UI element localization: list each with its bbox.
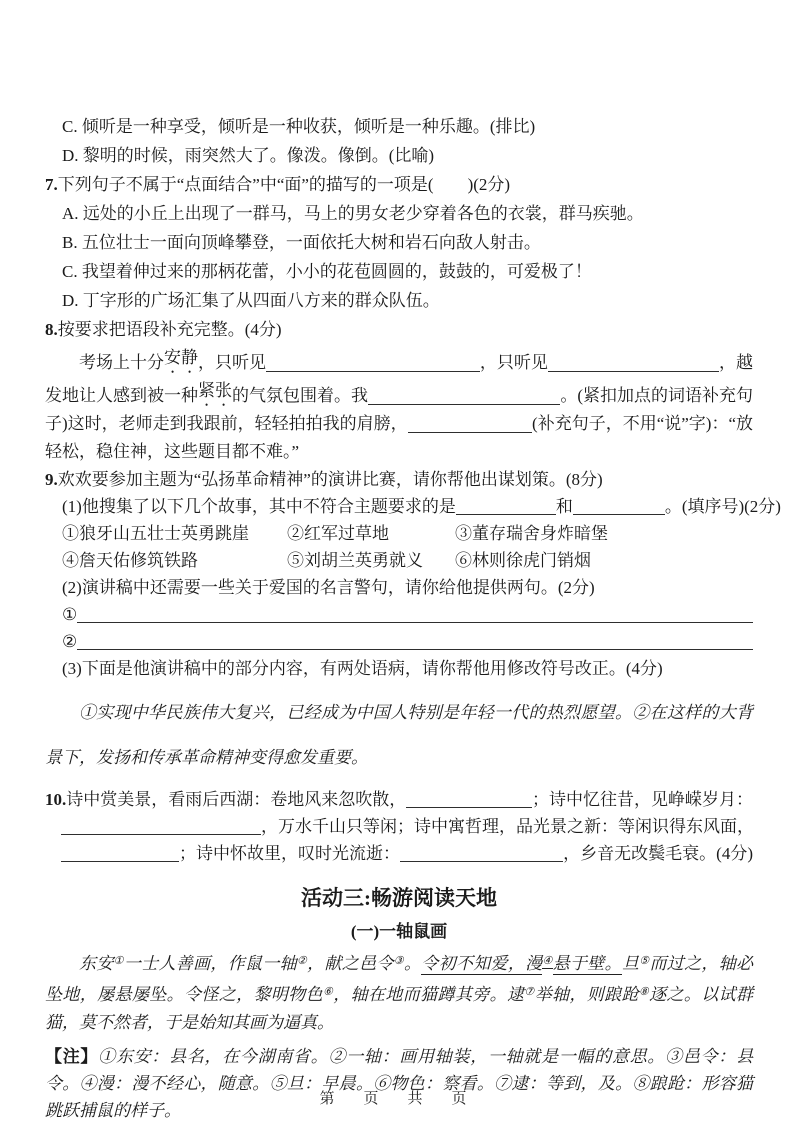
question-10-line-1 (45, 786, 753, 813)
option-item: ③董存瑞舍身炸暗堡 (455, 524, 608, 543)
text-segment: 而过之，轴必坠地，屡悬屡坠。令怪之，黎明物色 (45, 954, 754, 1004)
question-7-option-c (45, 257, 753, 286)
text-segment: ② (62, 632, 78, 651)
text-segment: (补充句子，不用“说”字)：“放 (532, 414, 753, 433)
text-segment: ，越 (719, 353, 753, 372)
note-ref-superscript: ③ (393, 955, 404, 967)
classical-passage (45, 947, 753, 1037)
option-item: ②红军过草地 (287, 524, 389, 543)
text-segment: 。(紧扣加点的词语补充句 (560, 386, 753, 405)
note-ref-superscript: ① (113, 955, 124, 967)
fill-blank (77, 621, 753, 623)
text-segment: 下列句子不属于“点面结合”中“面”的描写的一项是( )(2分) (57, 175, 511, 194)
page-footer: 第 页 共 页 (319, 1091, 474, 1107)
text-segment: 按要求把语段补充完整。(4分) (57, 320, 282, 339)
text-segment: ，轴在地而猫蹲其旁。逮 (333, 985, 525, 1004)
fill-blank (406, 806, 532, 808)
fill-blank (77, 648, 753, 650)
text-segment: ，只听见 (198, 353, 266, 372)
note-ref-superscript: ④ (542, 955, 553, 967)
q8-text-line-1 (45, 344, 753, 377)
q9-speech-excerpt (45, 690, 753, 780)
bold-text: 9. (45, 470, 58, 489)
note-ref-superscript: ⑦ (524, 986, 535, 998)
note-ref-superscript: ⑥ (323, 986, 334, 998)
option-item: ⑤刘胡兰英勇就义 (287, 551, 423, 570)
text-segment: 发地让人感到被一种 (45, 386, 198, 405)
option-item: ①狼牙山五壮士英勇跳崖 (62, 524, 249, 543)
question-7-stem (45, 170, 753, 199)
text-segment: 考场上十分 (79, 353, 164, 372)
bold-text: 7. (45, 175, 58, 194)
question-7-option-b (45, 228, 753, 257)
reading-1-title: (一)一轴鼠画 (350, 922, 448, 941)
fill-blank (573, 513, 665, 515)
text-segment: 。(填序号)(2分) (664, 497, 781, 516)
text-segment: B. 五位壮士一面向顶峰攀登，一面依托大树和岩石向敌人射击。 (62, 233, 541, 252)
q8-text-line-3 (45, 410, 753, 438)
text-segment: 一士人善画，作鼠一轴 (123, 954, 297, 973)
note-ref-superscript: ② (296, 955, 308, 967)
text-segment: (3)下面是他演讲稿中的部分内容，有两处语病，请你帮他用修改符号改正。(4分) (62, 659, 663, 678)
option-c-listening (45, 112, 753, 141)
fill-blank (368, 403, 560, 405)
text-segment: ；诗中忆往昔，见峥嵘岁月： (532, 790, 753, 809)
fill-blank (548, 370, 719, 372)
text-segment: (2)演讲稿中还需要一些关于爱国的名言警句，请你给他提供两句。(2分) (62, 578, 595, 597)
text-segment: 和 (555, 497, 573, 516)
option-item: ④詹天佑修筑铁路 (62, 551, 198, 570)
note-ref-superscript: ⑧ (638, 986, 650, 998)
fill-blank (408, 431, 532, 433)
underlined-clause: 悬于壁。 (552, 954, 622, 973)
bold-text: 10. (45, 790, 67, 809)
text-segment: 的气氛包围着。我 (232, 386, 368, 405)
fill-blank (61, 833, 261, 835)
text-segment: ①东安：县名，在今湖南省。②一轴：画用轴装，一轴就是一幅的意思。③邑令：县令。④漫：漫不经心，随意。⑤旦：早晨。⑥物色：察看。⑦逮：等到，及。⑧踉跄：形容猫跳跃捕鼠的样子。 (45, 1047, 754, 1120)
text-segment: ① (62, 605, 78, 624)
q9-answer-line-2 (45, 628, 753, 655)
question-7-option-d (45, 286, 753, 315)
text-segment: D. 丁字形的广场汇集了从四面八方来的群众队伍。 (62, 291, 440, 310)
bold-text: 8. (45, 320, 58, 339)
q8-text-line-4 (45, 438, 753, 466)
text-segment: C. 倾听是一种享受，倾听是一种收获，倾听是一种乐趣。(排比) (62, 117, 536, 136)
emphasized-word: 安静 (164, 348, 198, 367)
text-segment: ，只听见 (479, 353, 548, 372)
q9-answer-line-1 (45, 601, 753, 628)
fill-blank (61, 860, 179, 862)
text-segment: 东安 (79, 954, 114, 973)
text-segment: ，乡音无改鬓毛衰。(4分) (563, 844, 753, 863)
option-item: ⑥林则徐虎门销烟 (455, 551, 591, 570)
bold-text: 【注】 (45, 1047, 99, 1066)
text-segment: 举轴，则踉跄 (534, 985, 639, 1004)
q8-text-line-2 (45, 377, 753, 410)
text-segment: 。 (403, 954, 422, 973)
text-segment: 轻松，稳住神，这些题目都不难。” (45, 442, 300, 461)
text-segment: ；诗中怀故里，叹时光流逝： (179, 844, 400, 863)
text-segment: ①实现中华民族伟大复兴，已经成为中国人特别是年轻一代的热烈愿望。②在这样的大背景下，发扬和传承革命精神变得愈发重要。 (45, 703, 753, 767)
q9-sub1-stem (45, 493, 781, 520)
emphasized-word: 紧张 (198, 381, 232, 400)
text-segment: D. 黎明的时候，雨突然大了。像泼。像倒。(比喻) (62, 146, 435, 165)
passage-notes (45, 1043, 753, 1124)
fill-blank (456, 513, 556, 515)
text-segment: 旦 (621, 954, 640, 973)
text-segment: 逐之。以试群猫，莫不然者，于是始知其画为逼真。 (45, 985, 753, 1032)
text-segment: (1)他搜集了以下几个故事，其中不符合主题要求的是 (62, 497, 456, 516)
text-segment: 诗中赏美景，看雨后西湖：卷地风来忽吹散， (66, 790, 407, 809)
text-segment: 欢欢要参加主题为“弘扬革命精神”的演讲比赛，请你帮他出谋划策。(8分) (57, 470, 603, 489)
q9-sub3-stem (45, 655, 753, 682)
text-segment: ，献之邑令 (307, 954, 394, 973)
text-segment: 子)这时，老师走到我跟前，轻轻拍拍我的肩膀， (45, 414, 408, 433)
question-10-line-2 (45, 813, 753, 840)
text-segment: A. 远处的小丘上出现了一群马，马上的男女老少穿着各色的衣裳，群马疾驰。 (62, 204, 644, 223)
question-10-line-3 (45, 840, 753, 867)
q9-story-options-row-1 (45, 520, 753, 547)
q9-story-options-row-2 (45, 547, 753, 574)
option-d-listening (45, 141, 753, 170)
fill-blank (266, 370, 480, 372)
activity-3-heading: 活动三:畅游阅读天地 (301, 886, 497, 910)
text-segment: ，万水千山只等闲；诗中寓哲理，品光景之新：等闲识得东风面， (261, 817, 754, 836)
question-7-option-a (45, 199, 753, 228)
question-8-stem (45, 315, 753, 344)
text-segment: C. 我望着伸过来的那柄花蕾，小小的花苞圆圆的，鼓鼓的，可爱极了！ (62, 262, 592, 281)
q9-sub2-stem (45, 574, 753, 601)
note-ref-superscript: ⑤ (639, 955, 650, 967)
fill-blank (400, 860, 563, 862)
question-9-stem (45, 466, 753, 493)
underlined-clause: 令初不知爱，漫 (421, 954, 543, 973)
